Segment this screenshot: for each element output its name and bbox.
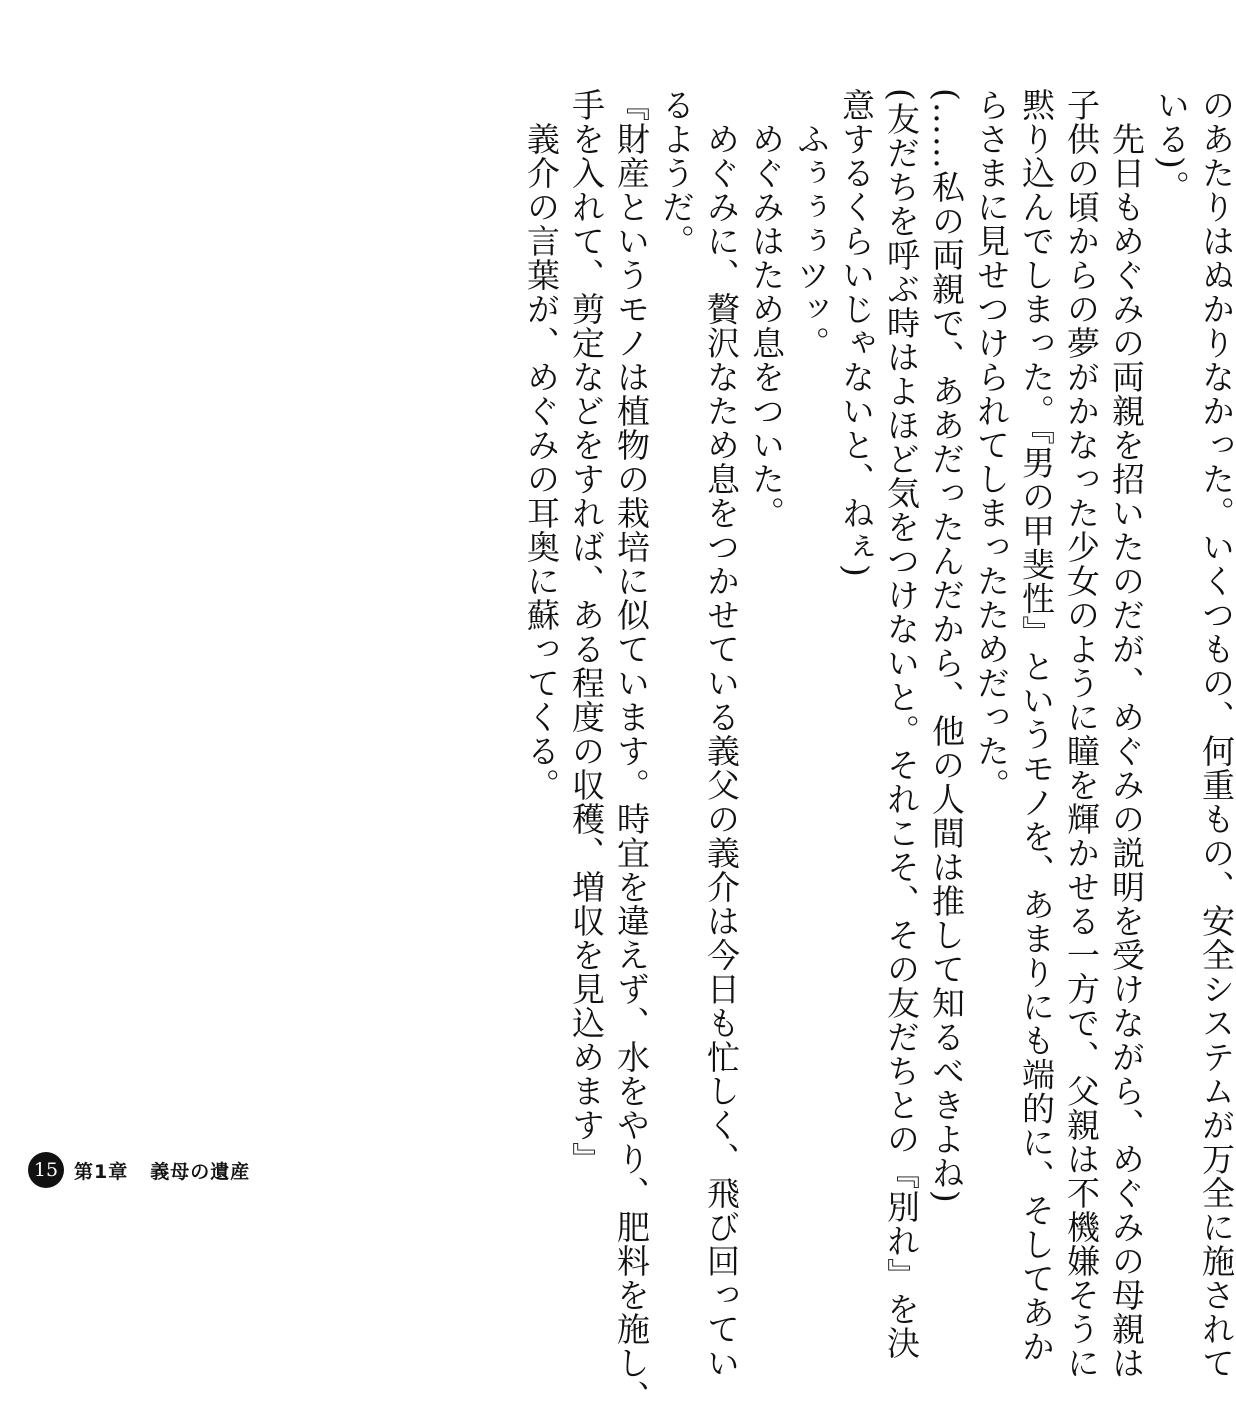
text-column: 先日もめぐみの両親を招いたのだが、めぐみの説明を受けながら、めぐみの母親は	[1107, 122, 1146, 1380]
text-column: らさまに見せつけられてしまったためだった。	[972, 88, 1011, 802]
text-column: のあたりはぬかりなかった。いくつもの、何重もの、安全システムが万全に施されて	[1197, 88, 1236, 1380]
text-column: 手を入れて、剪定などをすれば、ある程度の収穫、増収を見込めます』	[567, 88, 606, 1176]
text-column: ふぅぅぅツッ。	[792, 122, 831, 360]
text-column: 意するくらいじゃないと、ねぇ)	[837, 88, 876, 578]
text-column: めぐみはため息をついた。	[747, 122, 786, 530]
text-column: (友だちを呼ぶ時はよほど気をつけないと。それこそ、その友だちとの『別れ』を決	[882, 88, 921, 1360]
text-column: 黙り込んでしまった。『男の甲斐性』というモノを、あまりにも端的に、そしてあか	[1017, 88, 1056, 1364]
text-column: めぐみに、贅沢なため息をつかせている義父の義介は今日も忙しく、飛び回ってい	[702, 122, 741, 1380]
text-column: (……私の両親で、ああだったんだから、他の人間は推して知るべきよね)	[927, 88, 966, 1204]
chapter-title: 義母の遺産	[150, 1160, 251, 1183]
page-footer	[28, 1152, 250, 1188]
text-column: 義介の言葉が、めぐみの耳奥に蘇ってくる。	[522, 122, 561, 802]
text-column: いる)。	[1152, 88, 1191, 204]
chapter-label: 第1章	[74, 1160, 129, 1183]
text-column: 子供の頃からの夢がかなった少女のように瞳を輝かせる一方で、父親は不機嫌そうに	[1062, 88, 1101, 1380]
text-column: るようだ。	[657, 88, 696, 258]
text-column: 『財産というモノは植物の栽培に似ています。時宜を違えず、水をやり、肥料を施し、	[612, 88, 651, 1414]
page-number: 15	[28, 1152, 64, 1188]
